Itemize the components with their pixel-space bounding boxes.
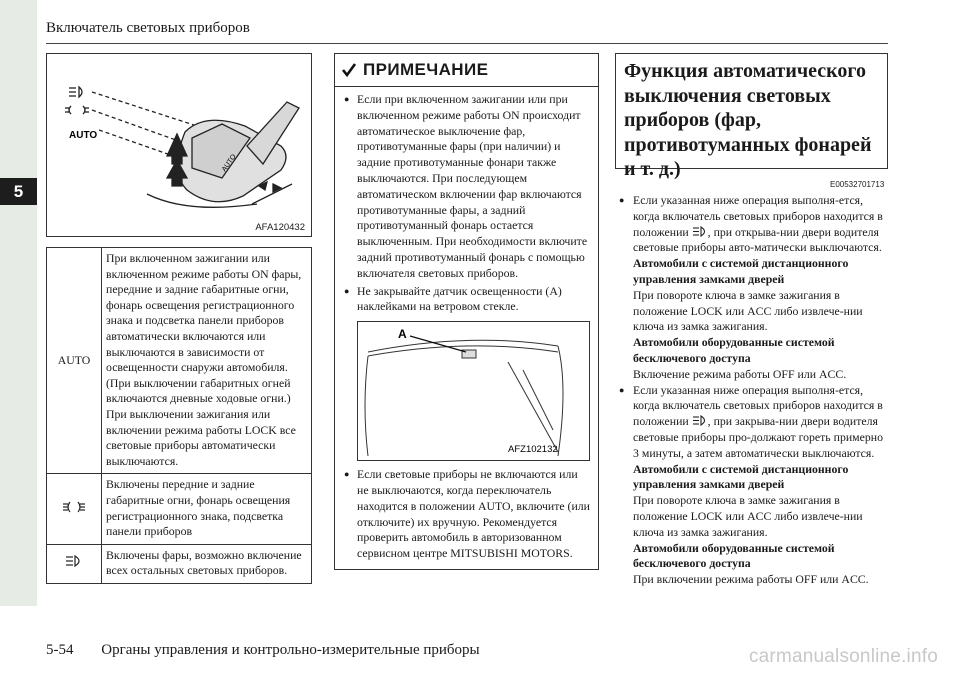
headlight-icon (692, 226, 708, 237)
mode-auto-label: AUTO (47, 248, 102, 474)
checkmark-icon (341, 62, 357, 78)
light-switch-illustration (47, 54, 311, 236)
figure-code: AFA120432 (255, 222, 305, 233)
note-bullet: ● Если при включенном зажигании или при включенном режиме работы ON происходит автоматическое выключение фар, противотуманные фары (при наличии) и задние противотуманные фонари также выключаются. При последующем автоматическом включении фар включаются противотуманные фары, а задний противотуманный фонарь остается выключенным. При необходимости включите задний противотуманный фонарь с помощью включателя световых приборов. (335, 92, 598, 282)
light-modes-table (46, 247, 312, 584)
page-number: 5-54 (46, 642, 74, 658)
svg-text:AUTO: AUTO (220, 153, 238, 174)
note-title: ПРИМЕЧАНИЕ (363, 60, 489, 79)
table-row (47, 248, 312, 474)
note-bullet: ● Не закрывайте датчик освещенности (A) наклейками на ветровом стекле. (335, 284, 598, 316)
section-bullet: ● Если указанная ниже операция выполня-ется, когда включатель световых приборов находится в положении , при открыва-нии двери водителя световые приборы авто-матически выключаются. Автомобили с системой дистанционного управления замками дверей При повороте ключа в замке зажигания в положение LOCK или ACC либо извлече-нии ключа из замка зажигания. Автомобили оборудованные системой бесключевого доступа Включение режима работы OFF или ACC. (617, 193, 890, 383)
note-box (334, 53, 599, 570)
section-code: E00532701713 (830, 180, 885, 189)
note-header (335, 54, 598, 87)
section-title-box (615, 53, 888, 180)
windshield-sensor-figure (357, 321, 590, 461)
page-footer (46, 642, 480, 659)
mode-auto-description: При включенном зажигании или включенном режиме работы ON фары, передние и задние габаритные огни, фонарь освещения регистрационного знака и подсветка панели приборов автоматически включаются или выключаются в зависимости от освещенности снаружи автомобиля. (При выключении габаритных огней включаются дневные ходовые огни.) При выключении зажигания или включении режима работы LOCK все световые приборы автоматически выключаются. (102, 248, 312, 474)
section-bullet: ● Если указанная ниже операция выполня-ется, когда включатель световых приборов находится в положении , при закрыва-нии двери водителя световые приборы про-должают гореть примерно 3 минуты, а затем автоматически выключаются. Автомобили с системой дистанционного управления замками дверей При повороте ключа в замке зажигания в положение LOCK или ACC либо извлече-нии ключа из замка зажигания. Автомобили оборудованные системой бесключевого доступа При включении режима работы OFF или ACC. (617, 383, 890, 588)
mode-parking-description: Включены передние и задние габаритные огни, фонарь освещения регистрационного знака, подсветка панели приборов (102, 474, 312, 544)
headlight-icon (692, 415, 708, 426)
footer-section: Органы управления и контрольно-измерительные приборы (101, 642, 480, 658)
mode-headlight-description: Включены фары, возможно включение всех остальных световых приборов. (102, 544, 312, 583)
note-bullet: ● Если световые приборы не включаются или не выключаются, когда переключатель находится в положении AUTO, включите (или отключите) их вручную. Рекомендуется проверить автомобиль в авторизованном сервисном центре MITSUBISHI MOTORS. (335, 467, 598, 562)
windshield-illustration (358, 322, 579, 458)
headlight-icon (63, 554, 85, 568)
headlight-icon (69, 87, 82, 97)
side-strip (0, 0, 37, 606)
light-switch-figure (46, 53, 312, 237)
svg-text:AFZ102132: AFZ102132 (508, 444, 558, 456)
section-body (617, 193, 890, 588)
section-title: Функция автоматического выключения световых приборов (фар, противотуманных фонарей и т. д.) (624, 60, 872, 180)
svg-text:AUTO: AUTO (69, 130, 98, 141)
chapter-tab: 5 (0, 178, 37, 205)
parking-lights-icon (60, 500, 88, 514)
table-row (47, 544, 312, 583)
watermark: carmanualsonline.info (748, 646, 938, 667)
svg-text:A: A (398, 327, 407, 342)
header-rule (46, 43, 888, 44)
page-header: Включатель световых приборов (46, 20, 250, 36)
parking-lights-icon (65, 106, 89, 114)
table-row (47, 474, 312, 544)
